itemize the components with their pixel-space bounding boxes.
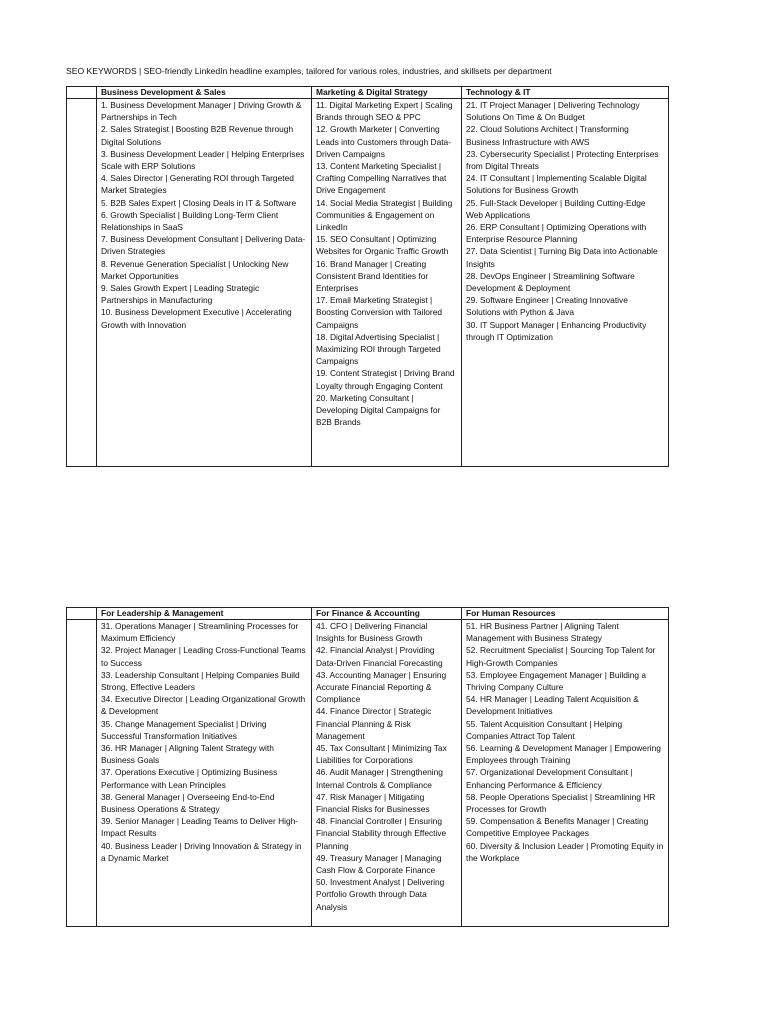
- headline-item: 33. Leadership Consultant | Helping Companies Build Strong, Effective Leaders: [101, 669, 300, 693]
- headline-item: 8. Revenue Generation Specialist | Unlocking New Market Opportunities: [101, 258, 289, 281]
- column-header-business-development: Business Development & Sales: [97, 87, 312, 99]
- headline-item: 31. Operations Manager | Streamlining Processes for Maximum Efficiency: [101, 621, 299, 644]
- row-label-cell: [67, 87, 97, 99]
- column-header-technology: Technology & IT: [462, 87, 669, 99]
- headline-item: 14. Social Media Strategist | Building Communities & Engagement on LinkedIn: [316, 197, 453, 233]
- headline-item: 39. Senior Manager | Leading Teams to Deliver High-Impact Results: [101, 816, 299, 839]
- headline-list-marketing: [312, 99, 462, 467]
- headline-item: 58. People Operations Specialist | Streamlining HR Processes for Growth: [466, 791, 656, 815]
- column-header-marketing: Marketing & Digital Strategy: [312, 87, 462, 99]
- row-label-cell: [67, 99, 97, 467]
- headline-item: 36. HR Manager | Aligning Talent Strategy with Business Goals: [101, 743, 274, 766]
- headline-item: 30. IT Support Manager | Enhancing Productivity through IT Optimization: [466, 319, 647, 342]
- headline-item: 7. Business Development Consultant | Delivering Data-Driven Strategies: [101, 234, 306, 257]
- headline-item: 26. ERP Consultant | Optimizing Operations with Enterprise Resource Planning: [466, 222, 647, 245]
- headline-item: 55. Talent Acquisition Consultant | Helping Companies Attract Top Talent: [466, 718, 623, 741]
- headline-item: 24. IT Consultant | Implementing Scalable Digital Solutions for Business Growth: [466, 173, 647, 196]
- headline-item: 21. IT Project Manager | Delivering Technology Solutions On Time & On Budget: [466, 100, 640, 123]
- column-header-human-resources: For Human Resources: [462, 608, 669, 620]
- headline-item: 40. Business Leader | Driving Innovation & Strategy in a Dynamic Market: [101, 840, 302, 863]
- headline-item: 10. Business Development Executive | Accelerating Growth with Innovation: [101, 307, 292, 330]
- headline-item: 45. Tax Consultant | Minimizing Tax Liabilities for Corporations: [316, 743, 447, 766]
- headline-item: 44. Finance Director | Strategic Financial Planning & Risk Management: [316, 706, 432, 741]
- headline-item: 20. Marketing Consultant | Developing Digital Campaigns for B2B Brands: [316, 392, 441, 428]
- headline-item: 11. Digital Marketing Expert | Scaling Brands through SEO & PPC: [316, 100, 453, 123]
- column-header-finance: For Finance & Accounting: [312, 608, 462, 620]
- headline-item: 38. General Manager | Overseeing End-to-End Business Operations & Strategy: [101, 791, 275, 815]
- headline-item: 49. Treasury Manager | Managing Cash Flow & Corporate Finance: [316, 852, 442, 876]
- headline-item: 50. Investment Analyst | Delivering Portfolio Growth through Data Analysis: [316, 877, 445, 912]
- table-header-row: [67, 608, 669, 620]
- headline-item: 35. Change Management Specialist | Driving Successful Transformation Initiatives: [101, 718, 267, 741]
- headline-list-business-development: [97, 99, 312, 467]
- headline-item: 1. Business Development Manager | Driving Growth & Partnerships in Tech: [101, 100, 302, 123]
- headline-list-human-resources: [462, 620, 669, 927]
- headline-list-technology: [462, 99, 669, 467]
- headline-item: 22. Cloud Solutions Architect | Transforming Business Infrastructure with AWS: [466, 124, 629, 147]
- headline-item: 4. Sales Director | Generating ROI through Targeted Market Strategies: [101, 173, 294, 196]
- headline-list-leadership: [97, 620, 312, 927]
- headline-item: 23. Cybersecurity Specialist | Protecting Enterprises from Digital Threats: [466, 148, 659, 172]
- headline-table-2: [66, 607, 669, 927]
- headline-item: 34. Executive Director | Leading Organizational Growth & Development: [101, 694, 306, 717]
- headline-item: 60. Diversity & Inclusion Leader | Promoting Equity in the Workplace: [466, 840, 664, 863]
- headline-item: 56. Learning & Development Manager | Empowering Employees through Training: [466, 743, 661, 766]
- headline-item: 6. Growth Specialist | Building Long-Term Client Relationships in SaaS: [101, 209, 279, 233]
- headline-item: 46. Audit Manager | Strengthening Internal Controls & Compliance: [316, 767, 443, 790]
- headline-item: 53. Employee Engagement Manager | Building a Thriving Company Culture: [466, 669, 647, 693]
- headline-item: 12. Growth Marketer | Converting Leads into Customers through Data-Driven Campaigns: [316, 124, 452, 159]
- headline-item: 25. Full-Stack Developer | Building Cutting-Edge Web Applications: [466, 197, 646, 220]
- headline-item: 19. Content Strategist | Driving Brand Loyalty through Engaging Content: [316, 368, 455, 391]
- headline-item: 54. HR Manager | Leading Talent Acquisition & Development Initiatives: [466, 694, 639, 717]
- page-title: SEO KEYWORDS | SEO-friendly LinkedIn headline examples, tailored for various roles, industries, and skillsets per department: [66, 66, 552, 76]
- headline-item: 42. Financial Analyst | Providing Data-Driven Financial Forecasting: [316, 645, 443, 668]
- headline-item: 18. Digital Advertising Specialist | Maximizing ROI through Targeted Campaigns: [316, 331, 441, 367]
- headline-item: 9. Sales Growth Expert | Leading Strategic Partnerships in Manufacturing: [101, 283, 260, 306]
- headline-item: 2. Sales Strategist | Boosting B2B Revenue through Digital Solutions: [101, 124, 294, 147]
- headline-item: 51. HR Business Partner | Aligning Talent Management with Business Strategy: [466, 621, 619, 644]
- headline-item: 5. B2B Sales Expert | Closing Deals in IT & Software: [101, 197, 297, 208]
- headline-item: 47. Risk Manager | Mitigating Financial Risks for Businesses: [316, 791, 430, 815]
- headline-item: 13. Content Marketing Specialist | Crafting Compelling Narratives that Drive Engagement: [316, 161, 447, 196]
- headline-item: 48. Financial Controller | Ensuring Financial Stability through Effective Planning: [316, 816, 447, 851]
- headline-item: 16. Brand Manager | Creating Consistent Brand Identities for Enterprises: [316, 258, 429, 294]
- headline-item: 32. Project Manager | Leading Cross-Functional Teams to Success: [101, 645, 306, 668]
- headline-item: 41. CFO | Delivering Financial Insights for Business Growth: [316, 621, 428, 644]
- headline-item: 37. Operations Executive | Optimizing Business Performance with Lean Principles: [101, 767, 278, 790]
- headline-item: 43. Accounting Manager | Ensuring Accurate Financial Reporting & Compliance: [316, 669, 447, 705]
- table-row: [67, 620, 669, 927]
- row-label-cell: [67, 620, 97, 927]
- headline-item: 28. DevOps Engineer | Streamlining Software Development & Deployment: [466, 270, 635, 294]
- headline-item: 59. Compensation & Benefits Manager | Creating Competitive Employee Packages: [466, 816, 649, 839]
- headline-item: 52. Recruitment Specialist | Sourcing Top Talent for High-Growth Companies: [466, 645, 656, 668]
- headline-item: 27. Data Scientist | Turning Big Data into Actionable Insights: [466, 246, 658, 269]
- headline-table-1: [66, 86, 669, 467]
- column-header-leadership: For Leadership & Management: [97, 608, 312, 620]
- headline-item: 29. Software Engineer | Creating Innovative Solutions with Python & Java: [466, 295, 628, 318]
- table-header-row: [67, 87, 669, 99]
- headline-item: 17. Email Marketing Strategist | Boosting Conversion with Tailored Campaigns: [316, 295, 443, 330]
- headline-item: 57. Organizational Development Consultant | Enhancing Performance & Efficiency: [466, 767, 633, 790]
- table-row: [67, 99, 669, 467]
- headline-item: 3. Business Development Leader | Helping Enterprises Scale with ERP Solutions: [101, 148, 305, 172]
- headline-list-finance: [312, 620, 462, 927]
- headline-item: 15. SEO Consultant | Optimizing Websites for Organic Traffic Growth: [316, 234, 449, 257]
- row-label-cell: [67, 608, 97, 620]
